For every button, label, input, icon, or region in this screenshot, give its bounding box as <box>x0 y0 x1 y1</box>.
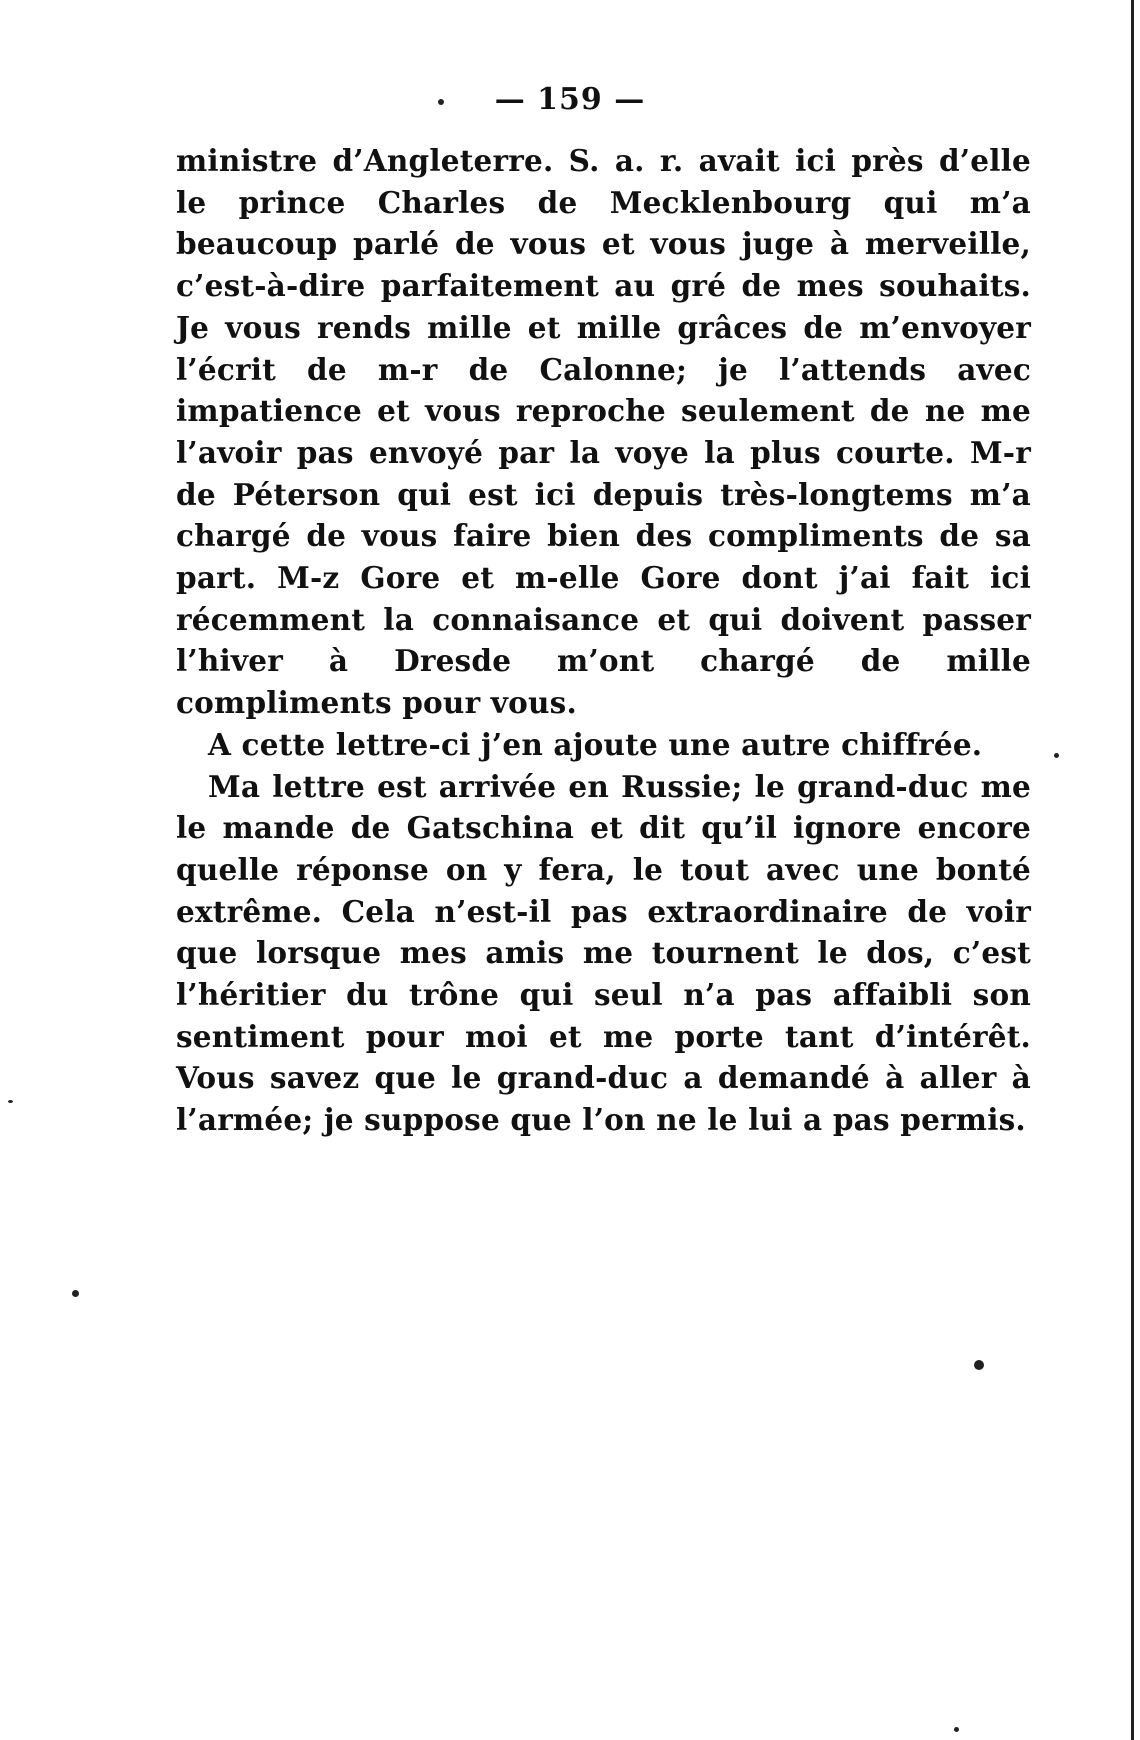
scan-speck <box>438 99 444 105</box>
scan-speck <box>8 1100 13 1103</box>
paragraph-1: ministre d’Angleterre. S. a. r. avait ici près d’elle le prince Charles de Mecklenbourg qui m’a beaucoup parlé de vous et vous juge à merveille, c’est-à-dire parfaitement au gré de mes souhaits. Je vous rends mille et mille grâces de m’envoyer l’écrit de m-r de Calonne; je l’attends avec impatience et vous reproche seulement de ne me l’avoir pas envoyé par la voye la plus courte. M-r de Péterson qui est ici depuis très-longtems m’a chargé de vous faire bien des compliments de sa part. M-z Gore et m-elle Gore dont j’ai fait ici récemment la connaisance et qui doivent passer l’hiver à Dresde m’ont chargé de mille compliments pour vous. <box>176 143 1031 721</box>
scan-speck <box>974 1360 984 1370</box>
paragraph-2: A cette lettre-ci j’en ajoute une autre chiffrée. <box>208 726 983 762</box>
scan-speck <box>954 1727 959 1732</box>
paragraph-3: Ma lettre est arrivée en Russie; le grand-duc me le mande de Gatschina et dit qu’il ignore encore quelle réponse on y fera, le tout avec une bonté extrême. Cela n’est-il pas extraordinaire de voir que lorsque mes amis me tournent le dos, c’est l’héritier du trône qui seul n’a pas affaibli son sentiment pour moi et me porte tant d’intérêt. Vous savez que le grand-duc a demandé à aller à l’armée; je suppose que l’on ne le lui a pas permis. <box>176 768 1031 1138</box>
page-edge-line <box>1131 0 1134 1740</box>
body-text <box>176 140 1031 1141</box>
scan-speck <box>1054 753 1059 758</box>
page-number: — 159 — <box>494 82 646 117</box>
scan-speck <box>72 1290 79 1297</box>
